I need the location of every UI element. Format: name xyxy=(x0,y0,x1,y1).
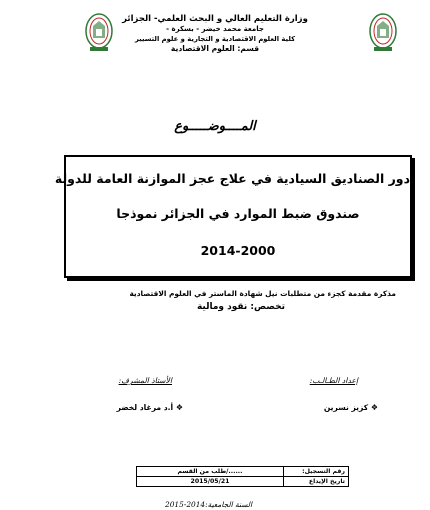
registration-table xyxy=(136,466,349,487)
student-name-row xyxy=(324,403,378,412)
table-row xyxy=(137,477,349,487)
thesis-title-line1: دور الصناديق السيادية في علاج عجز الموازنة العامة للدولة xyxy=(54,171,410,186)
deposit-label-cell: تاريخ الإيداع xyxy=(284,477,349,487)
request-number-cell: ....../طلب من القسم xyxy=(137,467,284,477)
student-label: إعداد الطـالـب: xyxy=(309,376,358,385)
specialization: تخصص: نقود ومالية xyxy=(196,302,285,312)
submission-note: مذكرة مقدمة كجزء من متطلبات نيل شهادة الماستر في العلوم الاقتصادية xyxy=(129,289,396,298)
supervisor-name-row xyxy=(117,403,183,412)
topic-heading: المــــوضـــــوع xyxy=(174,119,256,134)
diamond-bullet-icon: ❖ xyxy=(370,403,378,412)
thesis-period: 2014-2000 xyxy=(200,243,276,258)
academic-year: السنة الجامعية:2014-2015 xyxy=(165,500,253,509)
table-row xyxy=(137,467,349,477)
faculty-name: كلية العلوم الاقتصادية و التجارية و علوم التسيير xyxy=(134,35,296,43)
title-frame xyxy=(54,155,412,278)
registration-label-cell: رقم التسجيل: xyxy=(284,467,349,477)
department-name: قسم: العلوم الاقتصادية xyxy=(170,44,260,53)
ministry-name: وزارة التعليم العالي و البحث العلمي- الجزائر xyxy=(122,14,308,24)
institution-header xyxy=(110,14,320,54)
diamond-bullet-icon: ❖ xyxy=(175,403,183,412)
deposit-date-cell: 2015/05/21 xyxy=(137,477,284,487)
supervisor-label: الأستاذ المشرف: xyxy=(118,376,172,385)
supervisor-name: أ.د مرغاد لخضر xyxy=(116,403,174,412)
student-name: كزيز نسرين xyxy=(323,403,369,412)
university-logo-right xyxy=(368,12,398,54)
thesis-title-line2: صندوق ضبط الموارد في الجزائر نموذجا xyxy=(116,206,360,221)
university-name: جامعة محمد خيضر - بسكرة - xyxy=(166,25,264,33)
